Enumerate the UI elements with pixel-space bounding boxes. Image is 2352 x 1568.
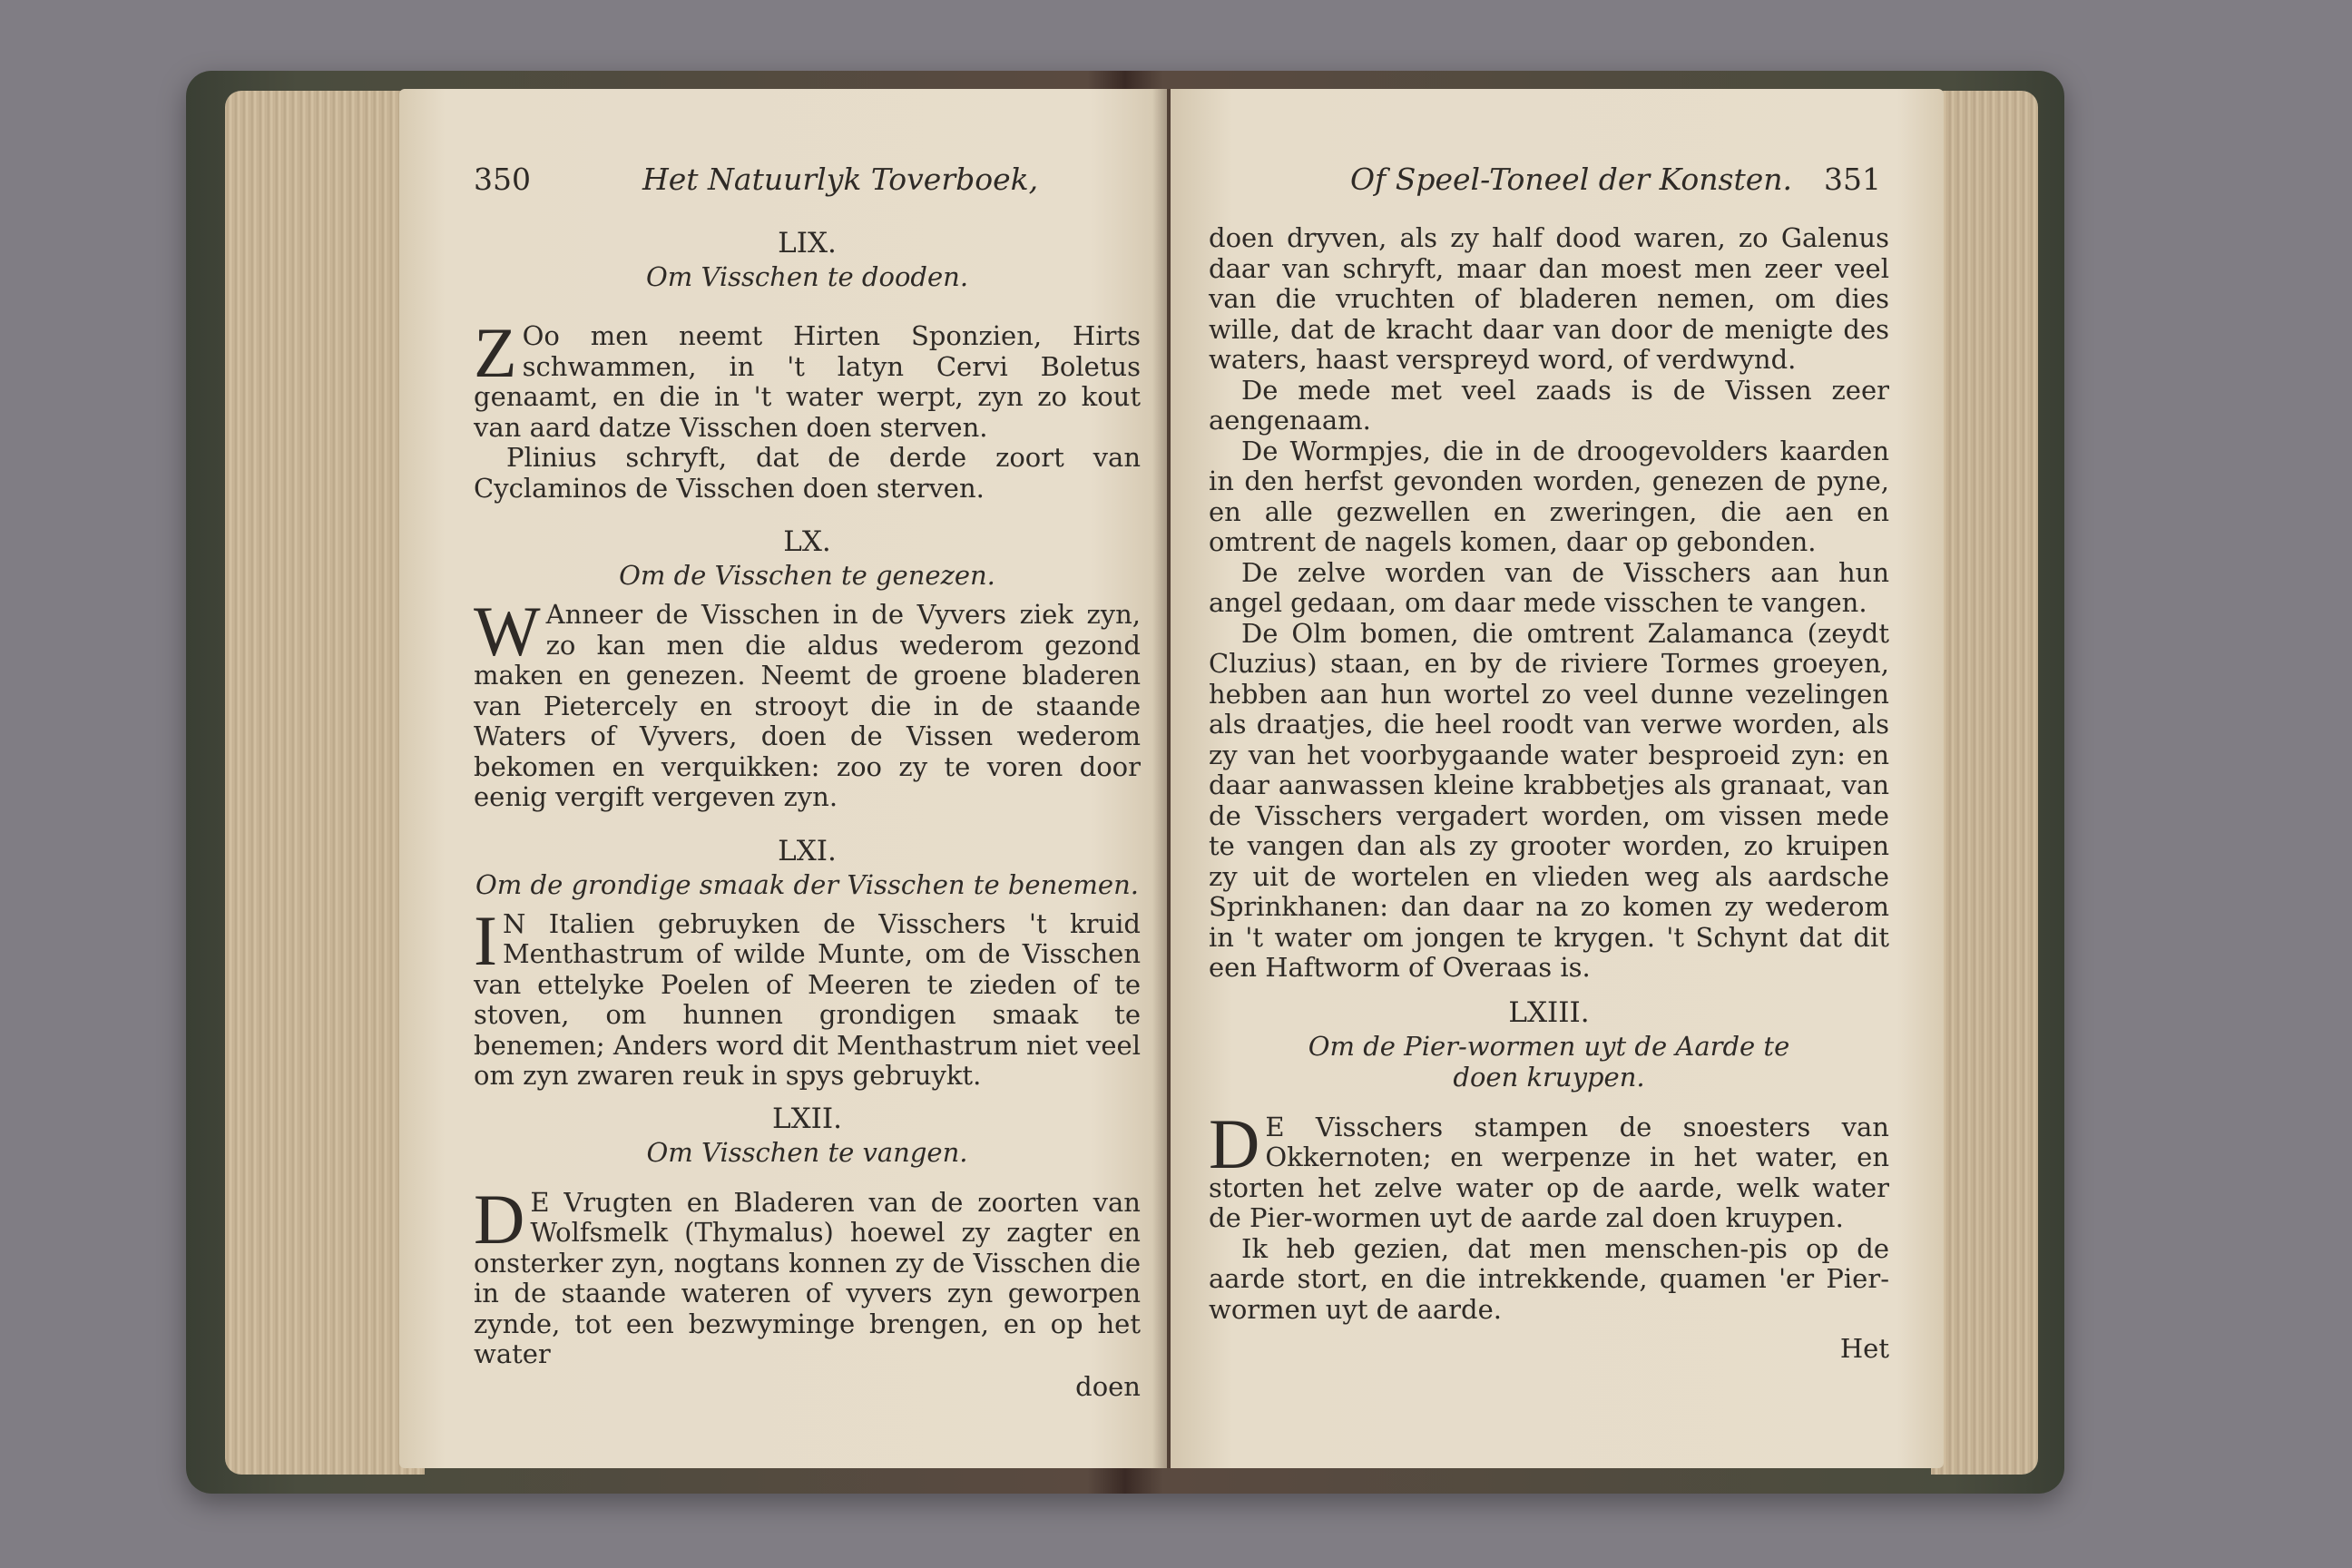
right-running-head: Of Speel-Toneel der Konsten. (1350, 162, 1793, 197)
section-title: Om de grondige smaak der Visschen te benemen. (475, 868, 1139, 900)
drop-cap: I (474, 900, 497, 980)
right-text-column (1209, 223, 1889, 1365)
paragraph: De zelve worden van de Visschers aan hun angel gedaan, om daar mede visschen te vangen. (1209, 556, 1889, 618)
section-title: Om Visschen te dooden. (645, 261, 969, 292)
page-edges-right (1931, 91, 2038, 1475)
catchword: Het (1839, 1333, 1889, 1364)
paragraph: D E Vrugten en Bladeren van de zoorten van Wolfsmelk (Thymalus) hoewel zy zagter en onsterker zyn, nogtans konnen zy de Visschen die in de staande wateren of vyvers zyn geworpen zynde, tot een bezwyminge brengen, en op het water (474, 1179, 1141, 1369)
paragraph: De Wormpjes, die in de droogevolders kaarden in den herfst gevonden worden, genezen de pyne, en alle gezwellen en zweringen, die aen en omtrent de nagels komen, daar op gebonden. (1209, 435, 1889, 557)
right-page (1171, 89, 1944, 1468)
left-text-column (474, 225, 1141, 1402)
catchword: doen (1075, 1370, 1141, 1402)
paragraph: De Olm bomen, die omtrent Zalamanca (zeydt Cluzius) staan, en by de riviere Tormes groeyen, hebben aan hun wortel zo veel dunne vezelingen als draatjes, die heel roodt van verwe worden, als zy van het voorbygaande water besproeid zyn: en daar aanwassen kleine krabbetjes als granaat, van de Visschers vergadert worden, om vissen mede te vangen dan als zy grooter worden, zo kruipen zy uit de wortelen en vlieden weg als aardsche Sprinkhanen: dan daar na zo komen zy wederom in 't water om jongen te krygen. 't Schynt dat dit een Haftworm of Overaas is. (1209, 617, 1889, 983)
section-title-line-1: Om de Pier-wormen uyt de Aarde te (1308, 1030, 1790, 1062)
left-running-head: Het Natuurlyk Toverboek, (642, 162, 1039, 197)
paragraph: Ik heb gezien, dat men menschen-pis op de aarde stort, en die intrekkende, quamen 'er Pier-wormen uyt de aarde. (1209, 1232, 1889, 1325)
drop-cap: W (474, 592, 541, 671)
left-page (399, 89, 1167, 1468)
paragraph: De mede met veel zaads is de Vissen zeer aengenaam. (1209, 374, 1889, 436)
left-page-number: 350 (474, 162, 531, 197)
right-page-number: 351 (1824, 162, 1881, 197)
page-edges-left (225, 91, 425, 1475)
section-title: Om Visschen te vangen. (646, 1136, 968, 1168)
paragraph: Z Oo men neemt Hirten Sponzien, Hirts schwammen, in 't latyn Cervi Boletus genaamt, en die in 't water werpt, zyn zo kout van aard datze Visschen doen sterven. (474, 313, 1141, 443)
section-number: LXII. (771, 1102, 842, 1135)
section-title-line-2: doen kruypen. (1453, 1061, 1645, 1093)
paragraph: I N Italien gebruyken de Visschers 't kruid Menthastrum of wilde Munte, om de Visschen van ettelyke Poelen of Meeren te zieden of te stoven, om hunnen grondigen smaak te benemen; Anders word dit Menthastrum niet veel om zyn zwaren reuk in spys gebruykt. (474, 900, 1141, 1091)
section-number: LXIII. (1508, 995, 1590, 1029)
paragraph: D E Visschers stampen de snoesters van Okkernoten; en werpenze in het water, en storten het zelve water op de aarde, welk water de Pier-wormen uyt de aarde zal doen kruypen. (1209, 1103, 1889, 1233)
drop-cap: D (1209, 1103, 1260, 1183)
paragraph: doen dryven, als zy half dood waren, zo Galenus daar van schryft, maar dan moest men zeer veel van die vruchten of bladeren nemen, om dies wille, dat de kracht daar van door de menigte des waters, haast verspreyd word, of verdwynd. (1209, 222, 1889, 375)
section-number: LXI. (778, 834, 837, 867)
drop-cap: Z (474, 313, 517, 392)
section-number: LIX. (778, 227, 837, 260)
drop-cap: D (474, 1179, 525, 1259)
paragraph: W Anneer de Visschen in de Vyvers ziek zyn, zo kan men die aldus wederom gezond maken en genezen. Neemt de groene bladeren van Pietercely en strooyt die in de staande Waters of Vyvers, doen de Vissen wederom bekomen en verquikken: zoo zy te voren door eenig vergift vergeven zyn. (474, 592, 1141, 812)
section-number: LX. (783, 525, 831, 558)
section-title: Om de Visschen te genezen. (619, 560, 995, 591)
paragraph: Plinius schryft, dat de derde zoort van Cyclaminos de Visschen doen sterven. (474, 442, 1141, 504)
